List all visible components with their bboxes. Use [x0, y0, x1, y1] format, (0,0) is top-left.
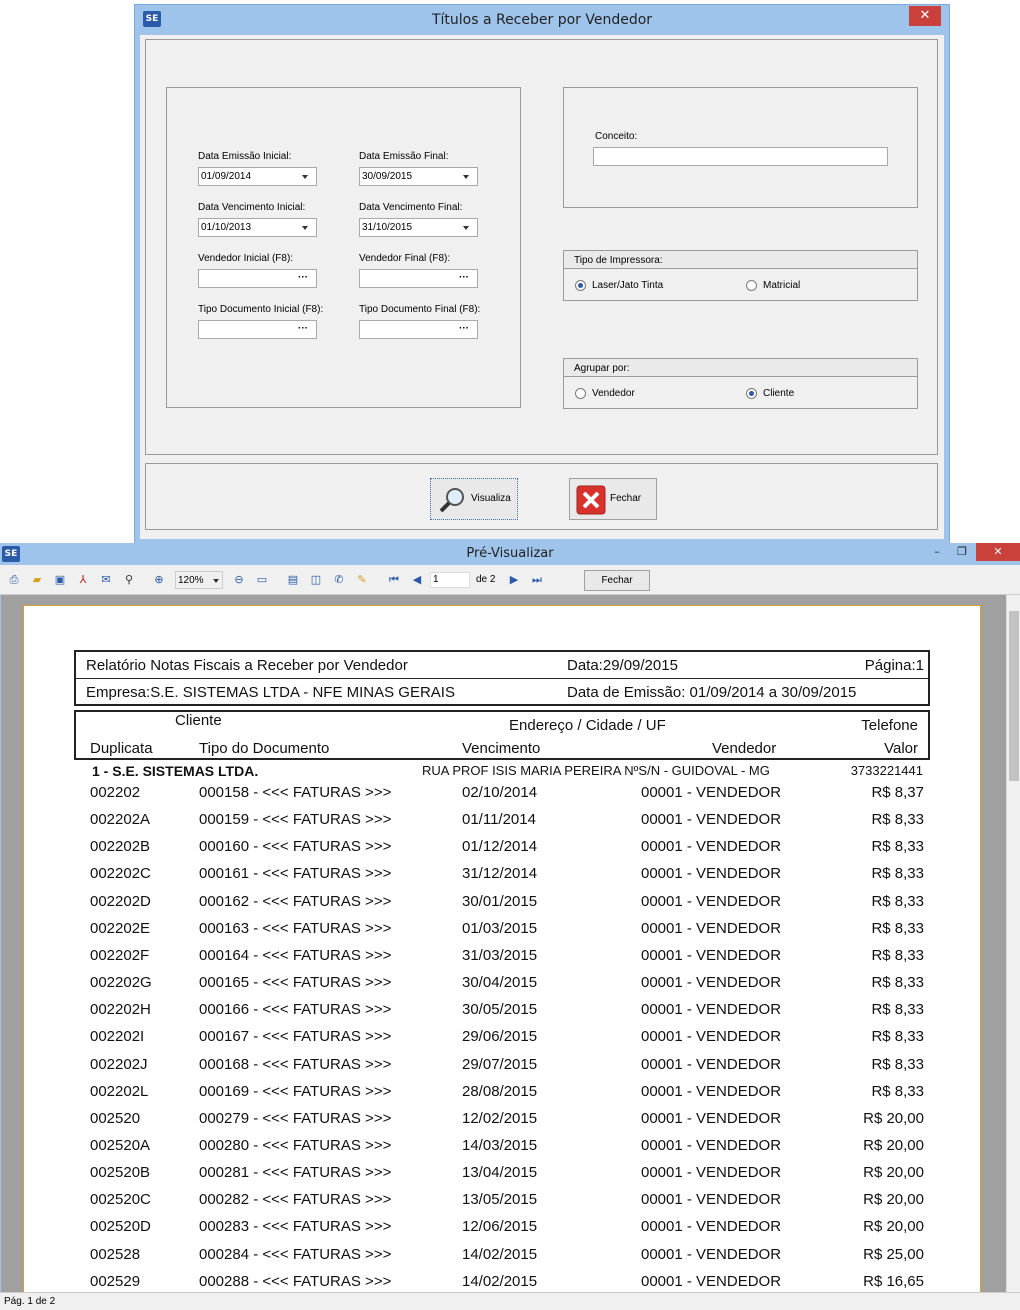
chevron-down-icon[interactable]	[302, 175, 308, 179]
cell-tipo-documento: 000279 - <<< FATURAS >>>	[199, 1109, 392, 1127]
cell-duplicata: 002202G	[90, 974, 152, 992]
cell-vencimento: 14/02/2015	[462, 1245, 538, 1263]
cell-vendedor: 00001 - VENDEDOR	[641, 1001, 782, 1019]
cell-tipo-documento: 000281 - <<< FATURAS >>>	[199, 1164, 392, 1182]
cell-vencimento: 01/11/2014	[462, 811, 536, 829]
cell-duplicata: 002520D	[90, 1218, 151, 1236]
ellipsis-lookup-button[interactable]: ···	[298, 272, 308, 283]
cell-vendedor: 00001 - VENDEDOR	[641, 892, 782, 910]
dialog-title-bar	[135, 5, 949, 35]
first-page-icon[interactable]: ⏮	[389, 573, 399, 586]
table-row	[24, 1218, 982, 1245]
minimize-button[interactable]: –	[934, 545, 940, 558]
table-row	[24, 838, 982, 865]
cell-duplicata: 002202A	[90, 811, 151, 829]
cell-tipo-documento: 000159 - <<< FATURAS >>>	[199, 811, 392, 829]
conceito-label: Conceito:	[595, 131, 638, 142]
cell-vencimento: 01/03/2015	[462, 919, 538, 937]
cell-duplicata: 002202I	[90, 1028, 145, 1046]
cell-valor: R$ 8,33	[871, 946, 924, 964]
cell-tipo-documento: 000166 - <<< FATURAS >>>	[199, 1001, 392, 1019]
chevron-down-icon[interactable]	[463, 226, 469, 230]
laser-label[interactable]: Laser/Jato Tinta	[592, 280, 664, 291]
conceito-panel	[563, 87, 918, 208]
cell-vendedor: 00001 - VENDEDOR	[641, 1164, 782, 1182]
cell-tipo-documento: 000288 - <<< FATURAS >>>	[199, 1272, 392, 1290]
cell-vendedor: 00001 - VENDEDOR	[641, 811, 782, 829]
tipo-doc-inicial-field[interactable]	[198, 320, 317, 339]
cell-duplicata: 002520C	[90, 1191, 151, 1209]
col-telefone: Telefone	[861, 717, 918, 734]
cell-valor: R$ 8,37	[871, 784, 924, 801]
cell-vencimento: 01/12/2014	[462, 838, 538, 856]
cell-vencimento: 12/06/2015	[462, 1218, 538, 1236]
ellipsis-lookup-button[interactable]: ···	[459, 272, 469, 283]
cell-vencimento: 29/06/2015	[462, 1028, 538, 1046]
client-phone: 3733221441	[850, 763, 923, 778]
report-page-number: Página:1	[864, 657, 924, 674]
printer-type-group	[563, 250, 918, 301]
col-valor: Valor	[884, 740, 918, 757]
cell-duplicata: 002520A	[90, 1136, 151, 1154]
report-date: Data:29/09/2015	[567, 657, 678, 674]
restore-button[interactable]: ❐	[957, 545, 967, 558]
email-icon[interactable]: ✉	[101, 573, 111, 586]
find-icon[interactable]: ⚲	[124, 573, 134, 586]
cell-valor: R$ 20,00	[863, 1218, 924, 1236]
cell-duplicata: 002528	[90, 1245, 141, 1263]
cell-vendedor: 00001 - VENDEDOR	[641, 1109, 782, 1127]
data-emissao-final-label: Data Emissão Final:	[359, 151, 449, 162]
printer-type-title: Tipo de Impressora:	[574, 255, 663, 266]
data-vencimento-inicial-field[interactable]	[198, 218, 317, 237]
zoom-in-icon[interactable]: ⊕	[154, 573, 164, 586]
cell-vencimento: 30/01/2015	[462, 892, 538, 910]
cell-vendedor: 00001 - VENDEDOR	[641, 865, 782, 883]
close-x-icon	[576, 485, 606, 515]
cell-duplicata: 002520	[90, 1109, 141, 1127]
vendedor-inicial-field[interactable]	[198, 269, 317, 288]
table-row	[24, 1028, 982, 1055]
zoom-value: 120%	[178, 575, 204, 586]
cell-tipo-documento: 000283 - <<< FATURAS >>>	[199, 1218, 392, 1236]
cell-tipo-documento: 000158 - <<< FATURAS >>>	[199, 784, 392, 801]
status-bar	[0, 1292, 1020, 1310]
fit-page-icon[interactable]: ▭	[256, 573, 268, 586]
preview-window	[0, 543, 1020, 1310]
group-by-title: Agrupar por:	[574, 363, 630, 374]
vendedor-radio[interactable]	[575, 388, 586, 399]
data-emissao-final-field[interactable]	[359, 167, 478, 186]
table-row	[24, 1001, 982, 1028]
ellipsis-lookup-button[interactable]: ···	[298, 323, 308, 334]
cell-vendedor: 00001 - VENDEDOR	[641, 974, 782, 992]
table-row	[24, 920, 982, 947]
dialog-close-button[interactable]: ✕	[909, 6, 941, 26]
edit-icon[interactable]: ✎	[357, 573, 367, 586]
data-emissao-final-value: 30/09/2015	[362, 171, 413, 182]
cell-vendedor: 00001 - VENDEDOR	[641, 1055, 782, 1073]
cell-vendedor: 00001 - VENDEDOR	[641, 838, 782, 856]
cell-tipo-documento: 000168 - <<< FATURAS >>>	[199, 1055, 392, 1073]
cell-tipo-documento: 000167 - <<< FATURAS >>>	[199, 1028, 392, 1046]
page-count-label: de 2	[476, 574, 496, 585]
vendedor-radio-label[interactable]: Vendedor	[592, 388, 635, 399]
app-logo-icon: SE	[143, 11, 161, 27]
cell-tipo-documento: 000280 - <<< FATURAS >>>	[199, 1136, 392, 1154]
fechar-label: Fechar	[610, 493, 642, 504]
previous-page-icon[interactable]: ◀	[412, 573, 422, 586]
printer-type-header	[564, 251, 917, 269]
cell-vendedor: 00001 - VENDEDOR	[641, 1028, 782, 1046]
cell-vendedor: 00001 - VENDEDOR	[641, 946, 782, 964]
cell-duplicata: 002202B	[90, 838, 151, 856]
cell-vendedor: 00001 - VENDEDOR	[641, 784, 782, 801]
cell-vencimento: 31/03/2015	[462, 946, 538, 964]
cell-valor: R$ 20,00	[863, 1136, 924, 1154]
conceito-field[interactable]	[593, 147, 888, 166]
page-setup-icon[interactable]: ▤	[287, 573, 299, 586]
data-emissao-inicial-label: Data Emissão Inicial:	[198, 151, 292, 162]
tipo-doc-final-label: Tipo Documento Final (F8):	[359, 304, 481, 315]
table-row	[24, 784, 982, 811]
cell-vencimento: 12/02/2015	[462, 1109, 538, 1127]
report-filter-dialog	[134, 4, 950, 544]
cell-valor: R$ 8,33	[871, 865, 924, 883]
cell-duplicata: 002202	[90, 784, 141, 801]
vendedor-final-field[interactable]	[359, 269, 478, 288]
zoom-out-icon[interactable]: ⊖	[234, 573, 244, 586]
chevron-down-icon[interactable]	[302, 226, 308, 230]
tipo-doc-final-field[interactable]	[359, 320, 478, 339]
cell-valor: R$ 8,33	[871, 1001, 924, 1019]
cliente-radio-label[interactable]: Cliente	[763, 388, 795, 399]
cell-tipo-documento: 000163 - <<< FATURAS >>>	[199, 919, 392, 937]
cell-vendedor: 00001 - VENDEDOR	[641, 1136, 782, 1154]
cell-vencimento: 13/04/2015	[462, 1164, 538, 1182]
vendedor-inicial-label: Vendedor Inicial (F8):	[198, 253, 294, 264]
cell-valor: R$ 20,00	[863, 1164, 924, 1182]
data-vencimento-inicial-label: Data Vencimento Inicial:	[198, 202, 306, 213]
fechar-button[interactable]	[569, 478, 657, 520]
group-by-header	[564, 359, 917, 377]
cell-vendedor: 00001 - VENDEDOR	[641, 1272, 782, 1290]
cell-duplicata: 002529	[90, 1272, 141, 1290]
cell-duplicata: 002202C	[90, 865, 151, 883]
data-emissao-inicial-value: 01/09/2014	[201, 171, 252, 182]
chevron-down-icon[interactable]	[463, 175, 469, 179]
table-row	[24, 1164, 982, 1191]
vendedor-final-label: Vendedor Final (F8):	[359, 253, 451, 264]
table-row	[24, 1137, 982, 1164]
report-company: Empresa:S.E. SISTEMAS LTDA - NFE MINAS GERAIS	[86, 684, 455, 701]
cell-valor: R$ 8,33	[871, 892, 924, 910]
cell-duplicata: 002520B	[90, 1164, 151, 1182]
table-row	[24, 1083, 982, 1110]
cell-vencimento: 28/08/2015	[462, 1082, 538, 1100]
date-range-panel	[166, 87, 521, 408]
group-by-group	[563, 358, 918, 409]
vertical-scrollbar[interactable]	[1006, 595, 1020, 1292]
table-row	[24, 1191, 982, 1218]
preview-close-button[interactable]: ✕	[976, 543, 1020, 561]
cell-duplicata: 002202H	[90, 1001, 151, 1019]
data-emissao-inicial-field[interactable]	[198, 167, 317, 186]
laser-radio[interactable]	[575, 280, 586, 291]
cell-tipo-documento: 000282 - <<< FATURAS >>>	[199, 1191, 392, 1209]
last-page-icon[interactable]: ⏭	[532, 573, 542, 586]
cell-tipo-documento: 000164 - <<< FATURAS >>>	[199, 946, 392, 964]
cell-valor: R$ 20,00	[863, 1109, 924, 1127]
toolbar-fechar-button[interactable]: Fechar	[584, 570, 650, 591]
cell-vendedor: 00001 - VENDEDOR	[641, 1218, 782, 1236]
cell-tipo-documento: 000160 - <<< FATURAS >>>	[199, 838, 392, 856]
cell-valor: R$ 20,00	[863, 1191, 924, 1209]
chevron-down-icon[interactable]	[213, 579, 219, 583]
scrollbar-thumb[interactable]	[1009, 611, 1019, 781]
dialog-title: Títulos a Receber por Vendedor	[431, 12, 653, 28]
data-vencimento-inicial-value: 01/10/2013	[201, 222, 252, 233]
col-tipo-documento: Tipo do Documento	[199, 740, 330, 757]
table-row	[24, 865, 982, 892]
cell-valor: R$ 8,33	[871, 811, 924, 829]
cell-valor: R$ 16,65	[863, 1272, 924, 1290]
visualiza-button[interactable]	[430, 478, 518, 520]
next-page-icon[interactable]: ▶	[509, 573, 519, 586]
cliente-radio[interactable]	[746, 388, 757, 399]
dialog-client-area	[140, 35, 944, 539]
table-row	[24, 811, 982, 838]
cell-vencimento: 31/12/2014	[462, 865, 538, 883]
client-name: 1 - S.E. SISTEMAS LTDA.	[92, 763, 259, 779]
cell-vencimento: 02/10/2014	[462, 784, 538, 801]
table-row	[24, 947, 982, 974]
cell-tipo-documento: 000284 - <<< FATURAS >>>	[199, 1245, 392, 1263]
ellipsis-lookup-button[interactable]: ···	[459, 323, 469, 334]
preview-title: Pré-Visualizar	[466, 546, 554, 561]
print-icon[interactable]: ⎙	[9, 573, 19, 586]
cell-valor: R$ 25,00	[863, 1245, 924, 1263]
cell-valor: R$ 8,33	[871, 1055, 924, 1073]
cell-valor: R$ 8,33	[871, 919, 924, 937]
col-duplicata: Duplicata	[90, 740, 153, 757]
visualiza-label: Visualiza	[471, 493, 511, 504]
layout-icon[interactable]: ◫	[310, 573, 322, 586]
cell-valor: R$ 8,33	[871, 838, 924, 856]
cell-valor: R$ 8,33	[871, 1082, 924, 1100]
table-row	[24, 974, 982, 1001]
cell-vendedor: 00001 - VENDEDOR	[641, 1245, 782, 1263]
cell-vencimento: 30/05/2015	[462, 1001, 538, 1019]
col-vendedor: Vendedor	[712, 740, 777, 757]
cell-tipo-documento: 000169 - <<< FATURAS >>>	[199, 1082, 392, 1100]
col-vencimento: Vencimento	[462, 740, 541, 757]
header-divider	[76, 678, 928, 679]
tipo-doc-inicial-label: Tipo Documento Inicial (F8):	[198, 304, 324, 315]
data-vencimento-final-field[interactable]	[359, 218, 478, 237]
cell-vencimento: 14/03/2015	[462, 1136, 538, 1154]
cell-tipo-documento: 000165 - <<< FATURAS >>>	[199, 974, 392, 992]
col-endereco: Endereço / Cidade / UF	[509, 717, 666, 734]
cell-vendedor: 00001 - VENDEDOR	[641, 1082, 782, 1100]
app-logo-icon: SE	[2, 546, 20, 562]
table-row	[24, 1110, 982, 1137]
page-number-input[interactable]: 1	[430, 572, 470, 588]
data-vencimento-final-label: Data Vencimento Final:	[359, 202, 463, 213]
preview-title-bar	[0, 543, 1020, 565]
cell-duplicata: 002202L	[90, 1082, 149, 1100]
pdf-icon[interactable]: ⅄	[79, 573, 87, 586]
cell-tipo-documento: 000161 - <<< FATURAS >>>	[199, 865, 392, 883]
save-icon[interactable]: ▣	[54, 573, 66, 586]
table-row	[24, 1246, 982, 1273]
status-page-info: Pág. 1 de 2	[4, 1296, 56, 1307]
cell-tipo-documento: 000162 - <<< FATURAS >>>	[199, 892, 392, 910]
button-bar	[145, 463, 938, 530]
cell-vencimento: 14/02/2015	[462, 1272, 538, 1290]
cell-vencimento: 30/04/2015	[462, 974, 538, 992]
report-page	[23, 605, 981, 1305]
magnifier-icon	[437, 485, 467, 515]
zoom-select[interactable]	[175, 571, 223, 589]
cell-vencimento: 29/07/2015	[462, 1055, 538, 1073]
cell-duplicata: 002202F	[90, 946, 150, 964]
cell-vencimento: 13/05/2015	[462, 1191, 538, 1209]
cell-valor: R$ 8,33	[871, 1028, 924, 1046]
report-viewport	[1, 595, 1006, 1292]
cell-duplicata: 002202D	[90, 892, 151, 910]
col-cliente: Cliente	[175, 712, 222, 729]
cell-vendedor: 00001 - VENDEDOR	[641, 919, 782, 937]
cell-duplicata: 002202J	[90, 1055, 148, 1073]
open-folder-icon[interactable]: ▰	[32, 573, 42, 586]
filter-frame	[145, 39, 938, 455]
table-row	[24, 1056, 982, 1083]
report-title: Relatório Notas Fiscais a Receber por Vendedor	[86, 657, 408, 674]
settings-icon[interactable]: ✆	[334, 573, 344, 586]
table-row	[24, 893, 982, 920]
data-vencimento-final-value: 31/10/2015	[362, 222, 413, 233]
matricial-radio[interactable]	[746, 280, 757, 291]
cell-duplicata: 002202E	[90, 919, 151, 937]
cell-valor: R$ 8,33	[871, 974, 924, 992]
client-address: RUA PROF ISIS MARIA PEREIRA NºS/N - GUIDOVAL - MG	[422, 763, 770, 778]
matricial-label[interactable]: Matricial	[763, 280, 801, 291]
report-emission-range: Data de Emissão: 01/09/2014 a 30/09/2015	[567, 684, 857, 701]
preview-toolbar	[0, 565, 1020, 595]
cell-vendedor: 00001 - VENDEDOR	[641, 1191, 782, 1209]
